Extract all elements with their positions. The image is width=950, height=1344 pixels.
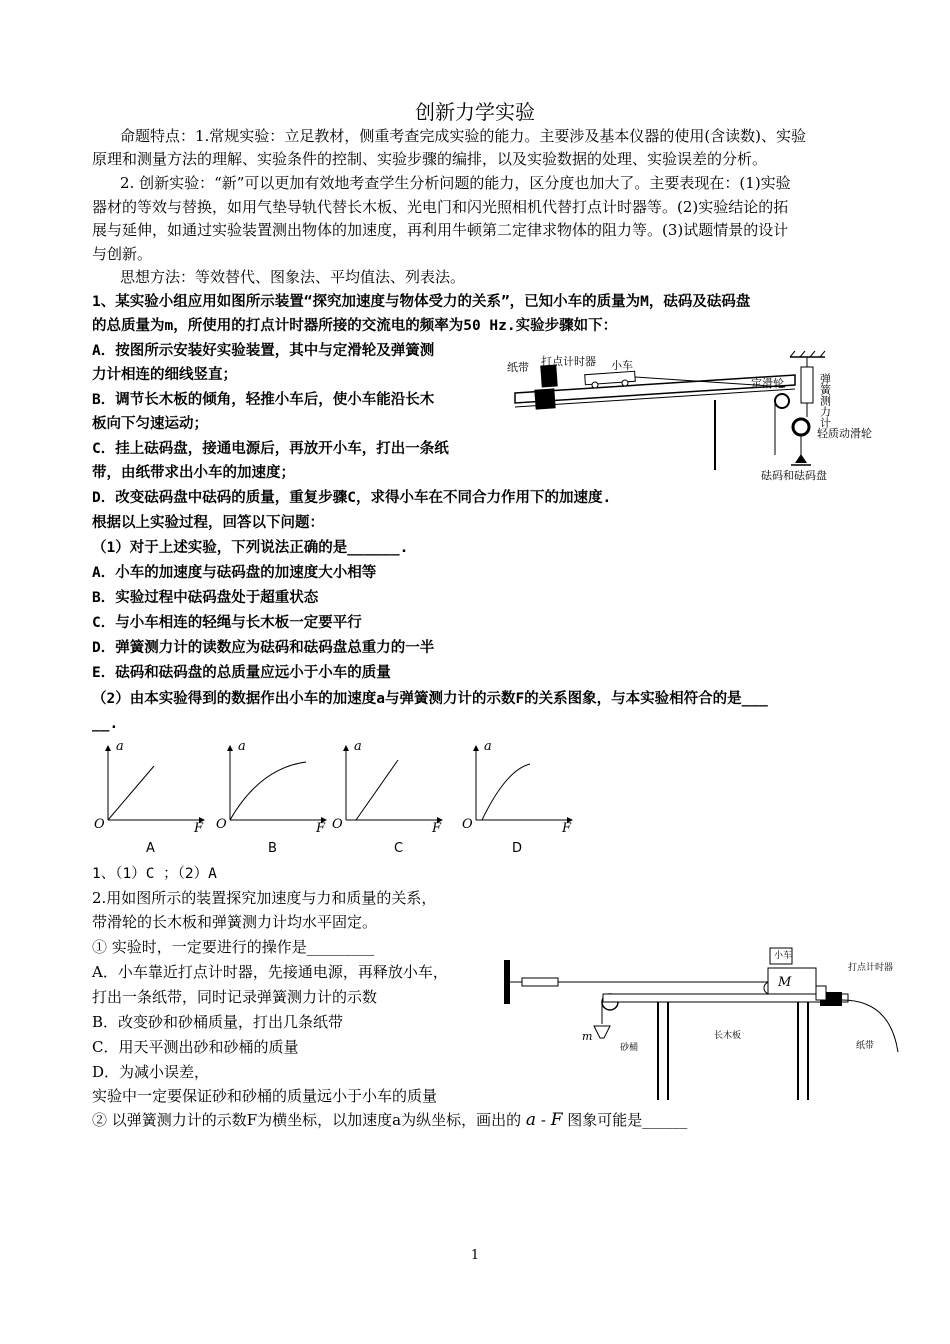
q2-option: C．用天平测出砂和砂桶的质量 — [92, 1038, 299, 1056]
graph-origin: O — [332, 817, 343, 832]
graph-label: B — [268, 841, 277, 856]
q2-apparatus-figure — [498, 942, 908, 1102]
q1-step: 板向下匀速运动； — [92, 416, 208, 432]
q1-option: C．与小车相连的轻绳与长木板一定要平行 — [92, 615, 362, 631]
q2-graph-question — [92, 1110, 687, 1130]
fig2-label-board: 长木板 — [714, 1031, 742, 1041]
q2-sub-question: ① 实验时，一定要进行的操作是_________ — [92, 938, 375, 956]
graph-axis-f: F — [194, 821, 204, 836]
intro-line: 思想方法：等效替代、图象法、平均值法、列表法。 — [120, 268, 466, 286]
q2-graph-var-f: F — [550, 1110, 563, 1130]
q1-answer: 1、（1）C ；（2）A — [92, 866, 217, 882]
intro-line: 与创新。 — [92, 245, 153, 263]
page-title: 创新力学实验 — [415, 100, 535, 124]
q2-stem: 2.用如图所示的装置探究加速度与力和质量的关系， — [92, 889, 437, 907]
graph-axis-f: F — [562, 821, 572, 836]
fig2-label-mass: M — [778, 975, 792, 990]
q1-stem: 1、某实验小组应用如图所示装置“探究加速度与物体受力的关系”，已知小车的质量为M，砝码及砝码盘 — [92, 294, 751, 310]
q1-option: D．弹簧测力计的读数应为砝码和砝码盘总重力的一半 — [92, 640, 435, 656]
graph-option-a — [94, 739, 204, 856]
fig1-label-weights: 砝码和砝码盘 — [761, 469, 827, 482]
graph-label: A — [146, 841, 155, 856]
fig2-label-timer: 打点计时器 — [848, 963, 894, 973]
intro-line: 器材的等效与替换，如用气垫导轨代替长木板、光电门和闪光照相机代替打点计时器等。(2)实验结论的拓 — [92, 198, 789, 216]
graph-option-d — [462, 739, 572, 856]
graph-option-b — [216, 739, 326, 856]
q1-step: B．调节长木板的倾角，轻推小车后，使小车能沿长木 — [92, 392, 435, 408]
q2-graph-question-tail: 图象可能是______ — [567, 1111, 688, 1129]
q1-stem: 的总质量为m，所使用的打点计时器所接的交流电的频率为50 Hz.实验步骤如下： — [92, 318, 618, 334]
q2-option: B．改变砂和砂桶质量，打出几条纸带 — [92, 1013, 344, 1031]
intro-line: 展与延伸，如通过实验装置测出物体的加速度，再利用牛顿第二定律求物体的阻力等。(3)试题情景的设计 — [92, 221, 789, 239]
q2-stem: 带滑轮的长木板和弹簧测力计均水平固定。 — [92, 913, 378, 931]
fig2-label-bucket: 砂桶 — [620, 1043, 639, 1053]
fig2-label-tape: 纸带 — [856, 1041, 875, 1051]
graph-axis-a: a — [238, 739, 246, 754]
q1-option: A．小车的加速度与砝码盘的加速度大小相等 — [92, 565, 377, 581]
fig1-label-fixed-pulley: 定滑轮 — [751, 377, 784, 390]
graph-axis-a: a — [116, 739, 124, 754]
q1-step: A．按图所示安装好实验装置，其中与定滑轮及弹簧测 — [92, 343, 435, 359]
q2-graph-question-text: ② 以弹簧测力计的示数F为横坐标，以加速度a为纵坐标，画出的 — [92, 1111, 522, 1129]
q2-graph-dash: - — [540, 1111, 546, 1129]
graph-axis-a: a — [484, 739, 492, 754]
fig1-label-timer: 打点计时器 — [541, 355, 596, 368]
q1-option: B．实验过程中砝码盘处于超重状态 — [92, 590, 319, 606]
intro-line: 原理和测量方法的理解、实验条件的控制、实验步骤的编排，以及实验数据的处理、实验误差的分析。 — [92, 150, 768, 168]
q2-option: D．为减小误差， — [92, 1063, 210, 1081]
graph-label: D — [512, 841, 523, 856]
fig2-label-m: m — [582, 1030, 593, 1043]
q1-step: D．改变砝码盘中砝码的质量，重复步骤C，求得小车在不同合力作用下的加速度. — [92, 490, 612, 506]
graph-origin: O — [462, 817, 473, 832]
intro-line: 2. 创新实验：“新”可以更加有效地考查学生分析问题的能力，区分度也加大了。主要表现在：(1)实验 — [120, 174, 791, 192]
graph-option-c — [332, 739, 442, 856]
q2-option: 打出一条纸带，同时记录弹簧测力计的示数 — [92, 988, 378, 1006]
q1-option: E．砝码和砝码盘的总质量应远小于小车的质量 — [92, 665, 391, 681]
q1-step: 力计相连的细线竖直； — [92, 367, 237, 383]
graph-origin: O — [216, 817, 227, 832]
page-number: 1 — [470, 1248, 480, 1263]
q2-option: 实验中一定要保证砂和砂桶的质量远小于小车的质量 — [92, 1087, 438, 1105]
fig2-label-cart: 小车 — [774, 951, 793, 961]
q1-step: C．挂上砝码盘，接通电源后，再放开小车，打出一条纸 — [92, 441, 449, 457]
q2-option: A．小车靠近打点计时器，先接通电源，再释放小车， — [92, 963, 448, 981]
graph-origin: O — [94, 817, 105, 832]
graph-axis-f: F — [316, 821, 326, 836]
q1-apparatus-figure — [505, 345, 875, 485]
q1-sub-question: （1）对于上述实验，下列说法正确的是______. — [92, 540, 409, 556]
q1-sub-question: __. — [92, 716, 119, 732]
fig1-label-spring-scale: 弹簧测力计 — [818, 373, 832, 428]
intro-line: 命题特点：1.常规实验：立足教材，侧重考查完成实验的能力。主要涉及基本仪器的使用(含读数)、实验 — [120, 127, 807, 145]
q2-graph-var-a: a — [525, 1110, 537, 1130]
q1-lead: 根据以上实验过程，回答以下问题： — [92, 515, 324, 531]
fig1-label-tape: 纸带 — [507, 361, 529, 374]
q1-step: 带，由纸带求出小车的加速度； — [92, 465, 295, 481]
graph-axis-f: F — [432, 821, 442, 836]
q1-graph-options — [92, 738, 582, 860]
fig1-label-cart: 小车 — [611, 359, 633, 372]
graph-axis-a: a — [354, 739, 362, 754]
graph-label: C — [394, 841, 404, 856]
fig1-label-light-pulley: 轻质动滑轮 — [817, 427, 872, 440]
q1-sub-question: （2）由本实验得到的数据作出小车的加速度a与弹簧测力计的示数F的关系图象，与本实验相符合的是___ — [92, 691, 768, 707]
